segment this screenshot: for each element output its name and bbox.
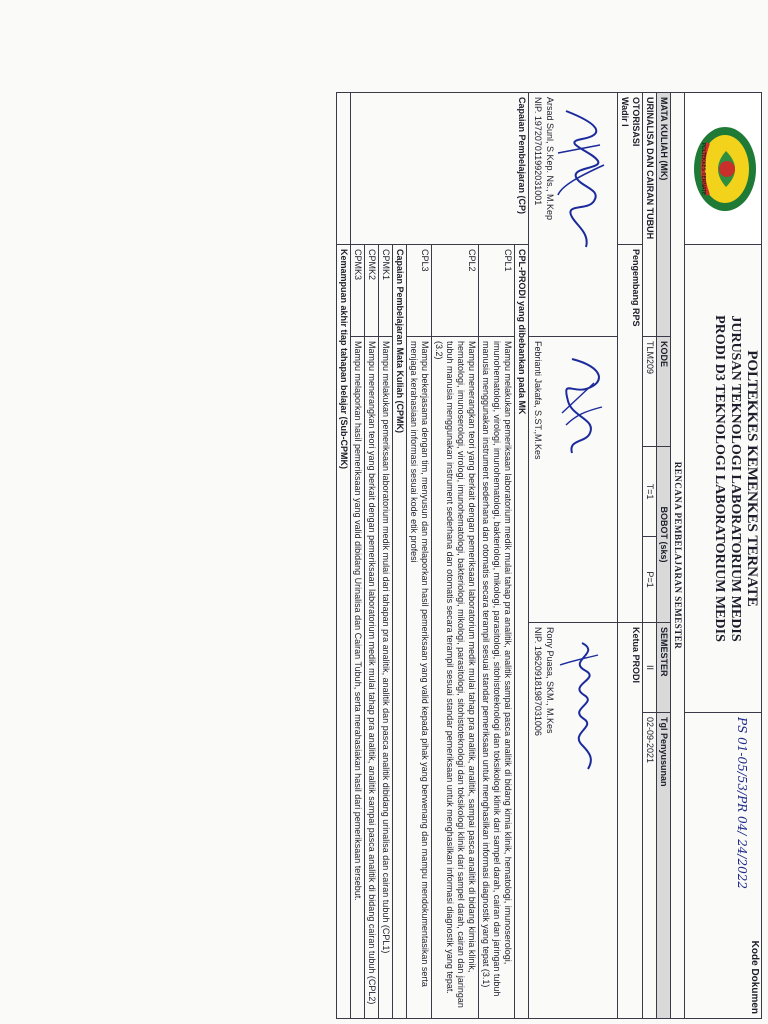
ketua-name: Rony Puasa, SKM., M.Kes <box>545 627 555 734</box>
signature-row <box>529 93 618 1019</box>
bobot-teori: T=1 <box>643 447 657 537</box>
ketua-signature-cell <box>529 623 618 1019</box>
cpl-text: Mampu bekerjasama dengan tim, menyusun dan melaporkan hasil pemeriksaan yang valid kepada pihak yang berwenang dan mampu mendokumentasikan serta menjaga kerahasiaan informasi sesuai kode etik profesi <box>407 337 432 1019</box>
institution-name: POLTEKKES KEMENKES TERNATE <box>744 350 760 607</box>
logo-cell <box>685 93 762 245</box>
label-tgl-penyusunan: Tgl Penyusunan <box>657 713 671 1019</box>
sub-cpmk-spacer <box>337 93 351 245</box>
cpmk-code: CPMK1 <box>379 245 393 337</box>
otorisasi-label-cell <box>618 93 643 245</box>
document-code-value: PS 01-05/53/PR 04/ 24/2022 <box>735 717 749 889</box>
tgl-penyusunan-value: 02-09-2021 <box>643 713 657 1019</box>
ketua-signature-icon <box>554 635 612 775</box>
cpmk-text: Mampu melakukan pemeriksaan laboratorium medik mulai dari tahapan pra analitik, analitik dan pasca analitik dibidang urinalisa dan cairan tubuh (CPL1) <box>379 337 393 1019</box>
cpl-code: CPL3 <box>407 245 432 337</box>
label-mata-kuliah: MATA KULIAH (MK) <box>657 93 671 337</box>
wadir-label: Wadir I <box>620 97 630 127</box>
cpmk-text: Mampu menerangkan teori yang berkait dengan pemeriksaan laboratorium medik mulai tahap pra analitik, analitik sampai pasca analitik di bidang cairan tubuh (CPL2) <box>365 337 379 1019</box>
cpl-code: CPL2 <box>432 245 479 337</box>
sub-cpmk-heading: Kemampuan akhir tiap tahapan belajar (Sub-CPMK) <box>337 245 351 1019</box>
otorisasi-label-row <box>618 93 643 1019</box>
cpl-text: Mampu menerangkan teori yang berkait dengan pemeriksaan laboratorium medik mulai tahap pra analitik, analitik, sampai pasca analitik di bidang kimia klinik, hematologi, imunoserologi, virologi, imunohematologi, bakteriologi, mikologi, parasitologi, sitohistoteknologi dan toksikologi klinik dari sampel darah, cairan dan jaringan tubuh manusia menggunakan instrument sederhana dan otomatis secara terampil sesuai standar pemeriksaan untuk menghasilkan informasi diagnostik yang tepat. (3.2) <box>432 337 479 1019</box>
label-bobot: BOBOT (sks) <box>657 447 671 623</box>
logo-text: POLTEKKES TERNATE <box>700 142 706 195</box>
ketua-label: Ketua PRODI <box>618 623 643 1019</box>
cpl-heading: CPL-PRODI yang dibebankan pada MK <box>515 245 529 1019</box>
cpmk-text: Mampu melaporkan hasil pemeriksaan yang valid dibidang Urinalisa dan Cairan Tubuh, serta merahasiakan hasil dari pemeriksaan tersebut. <box>351 337 365 1019</box>
label-kode: KODE <box>657 337 671 447</box>
wadir-signature-cell <box>529 93 618 337</box>
cpl-code: CPL1 <box>479 245 515 337</box>
rps-title: RENCANA PEMBELAJARAN SEMESTER <box>671 93 685 1019</box>
ketua-nip: NIP. 196209181987031006 <box>533 627 543 736</box>
pengembang-signature-cell <box>529 337 618 623</box>
rps-document <box>62 92 762 1018</box>
semester-value: II <box>643 623 657 713</box>
course-value-row <box>643 93 657 1019</box>
department-name: JURUSAN TEKNOLOGI LABORATORIUM MEDIS <box>728 315 743 642</box>
cpl-text: Mampu melakukan pemeriksaan laboratorium medik mulai tahap pra analitik, analitik sampai pasca analitik di bidang kimia klinik, hematologi, imunoserologi, imunohematologi, virologi, imunohematologi, bakteriologi, mikologi, parasitologi, sitohistoteknologi dan toksikologi klinik dari sampel darah, cairan dan jaringan tubuh manusia menggunakan instrument sederhana dan otomatis secara terampil sesuai standar pemeriksaan untuk menghasilkan informasi diagnostik yang tepat (3.1) <box>479 337 515 1019</box>
rps-table <box>336 92 762 1019</box>
wadir-nip: NIP. 197207011992031001 <box>533 97 543 206</box>
program-name: PRODI D3 TEKNOLOGI LABORATORIUM MEDIS <box>712 315 727 642</box>
poltekkes-logo-icon <box>690 123 760 215</box>
pengembang-label: Pengembang RPS <box>618 245 643 623</box>
document-code-cell <box>685 713 762 1019</box>
cpmk-code: CPMK2 <box>365 245 379 337</box>
course-label-row <box>657 93 671 1019</box>
rps-title-row <box>671 93 685 1019</box>
pengembang-signature-icon <box>554 349 612 469</box>
course-name: URINALISA DAN CAIRAN TUBUH <box>643 93 657 337</box>
document-header <box>685 93 762 1019</box>
cpmk-code: CPMK3 <box>351 245 365 337</box>
sub-cpmk-heading-row <box>337 93 351 1019</box>
cp-label: Capaian Pembelajaran (CP) <box>351 93 529 245</box>
otorisasi-label: OTORISASI <box>631 97 641 147</box>
institution-title <box>685 245 762 713</box>
document-code-label: Kode Dokumen <box>749 940 760 1015</box>
cpmk-heading: Capaian Pembelajaran Mata Kuliah (CPMK) <box>393 245 407 1019</box>
label-semester: SEMESTER <box>657 623 671 713</box>
course-code: TLM209 <box>643 337 657 447</box>
bobot-praktik: P=1 <box>643 537 657 623</box>
wadir-signature-icon <box>550 105 612 255</box>
pengembang-name: Febrianti Jakafa, S.ST.,M.Kes <box>533 341 543 460</box>
cpl-heading-row <box>515 93 529 1019</box>
wadir-name: Arsad Sunl, S.Kep. Ns., M.Kep <box>545 97 555 221</box>
